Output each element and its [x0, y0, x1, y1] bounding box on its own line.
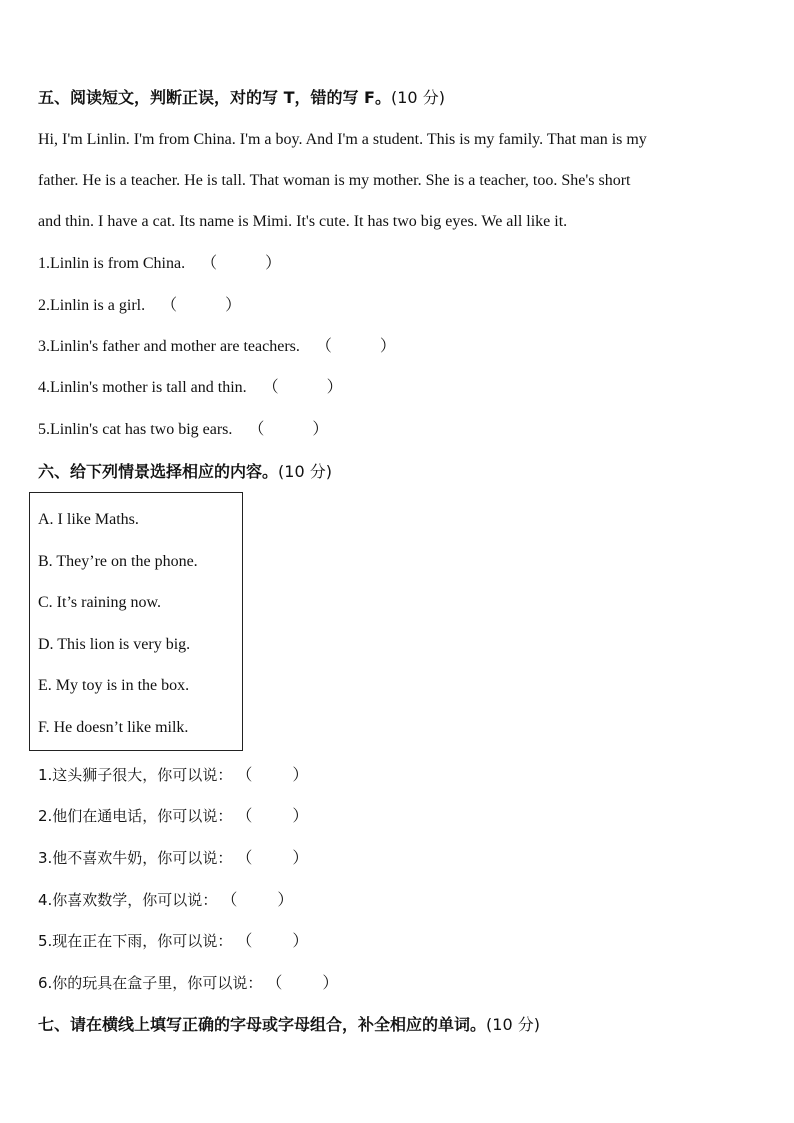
- answer-blank[interactable]: （ ）: [221, 892, 294, 909]
- answer-blank[interactable]: （ ）: [201, 255, 282, 272]
- options-box: [29, 492, 243, 751]
- section5-heading-text: 五、阅读短文，判断正误，对的写 T，错的写 F。: [38, 88, 391, 107]
- section6-heading: [38, 462, 332, 482]
- situation-question-3: [38, 848, 308, 869]
- option-e: E. My toy is in the box.: [38, 677, 190, 694]
- passage-line-3: and thin. I have a cat. Its name is Mimi. It's cute. It has two big eyes. We all like it.: [38, 213, 568, 230]
- answer-blank[interactable]: （ ）: [315, 338, 396, 355]
- tf-question-text: 5.Linlin's cat has two big ears.: [38, 421, 233, 438]
- section6-score: (10 分): [278, 462, 332, 481]
- tf-question-4: [38, 378, 343, 398]
- answer-blank[interactable]: （ ）: [236, 808, 309, 825]
- tf-question-text: 4.Linlin's mother is tall and thin.: [38, 379, 247, 396]
- situation-question-text: 3.他不喜欢牛奶，你可以说：: [38, 849, 233, 867]
- situation-question-4: [38, 890, 293, 911]
- situation-question-text: 1.这头狮子很大，你可以说：: [38, 766, 233, 784]
- option-a: A. I like Maths.: [38, 511, 139, 528]
- section6-heading-text: 六、给下列情景选择相应的内容。: [38, 462, 279, 481]
- answer-blank[interactable]: （ ）: [236, 767, 309, 784]
- tf-question-text: 2.Linlin is a girl.: [38, 297, 146, 314]
- situation-question-text: 5.现在正在下雨，你可以说：: [38, 932, 233, 950]
- situation-question-1: [38, 765, 308, 786]
- section7-heading: [38, 1015, 540, 1035]
- option-d: D. This lion is very big.: [38, 636, 191, 653]
- situation-question-5: [38, 931, 308, 952]
- option-b: B. They’re on the phone.: [38, 553, 198, 570]
- answer-blank[interactable]: （ ）: [236, 933, 309, 950]
- answer-blank[interactable]: （ ）: [236, 850, 309, 867]
- tf-question-1: [38, 254, 281, 274]
- answer-blank[interactable]: （ ）: [262, 379, 343, 396]
- answer-blank[interactable]: （ ）: [161, 297, 242, 314]
- section7-score: (10 分): [486, 1015, 540, 1034]
- tf-question-text: 3.Linlin's father and mother are teachers.: [38, 338, 300, 355]
- section5-score: (10 分): [391, 88, 445, 107]
- situation-question-text: 4.你喜欢数学，你可以说：: [38, 891, 218, 909]
- situation-question-text: 2.他们在通电话，你可以说：: [38, 807, 233, 825]
- option-f: F. He doesn’t like milk.: [38, 719, 189, 736]
- situation-question-6: [38, 973, 338, 994]
- answer-blank[interactable]: （ ）: [248, 421, 329, 438]
- section5-heading: [38, 88, 445, 108]
- tf-question-5: [38, 420, 328, 440]
- option-c: C. It’s raining now.: [38, 594, 161, 611]
- passage-line-2: father. He is a teacher. He is tall. That woman is my mother. She is a teacher, too. She's short: [38, 172, 631, 189]
- tf-question-3: [38, 337, 396, 357]
- situation-question-2: [38, 806, 308, 827]
- section7-heading-text: 七、请在横线上填写正确的字母或字母组合，补全相应的单词。: [38, 1015, 487, 1034]
- passage-line-1: Hi, I'm Linlin. I'm from China. I'm a boy. And I'm a student. This is my family. That man is my: [38, 131, 647, 148]
- answer-blank[interactable]: （ ）: [266, 975, 339, 992]
- tf-question-2: [38, 296, 241, 316]
- situation-question-text: 6.你的玩具在盒子里，你可以说：: [38, 974, 263, 992]
- tf-question-text: 1.Linlin is from China.: [38, 255, 186, 272]
